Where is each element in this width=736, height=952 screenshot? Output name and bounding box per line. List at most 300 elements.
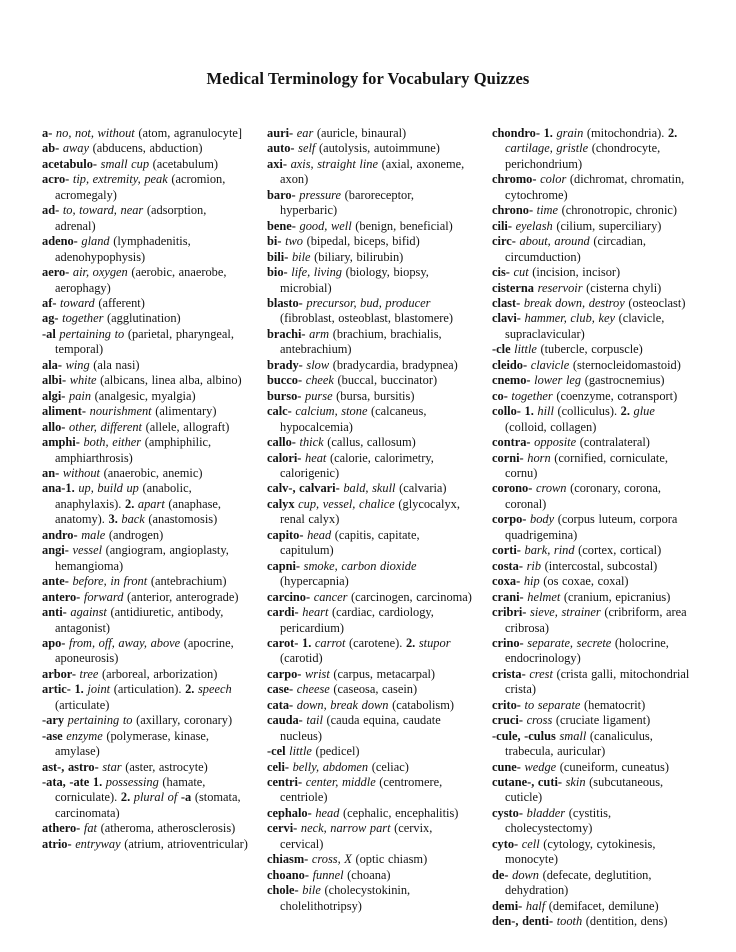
example-text: (coronary, corona, coronal) <box>505 481 661 511</box>
meaning-text: half <box>525 898 549 913</box>
term-entry <box>492 868 698 899</box>
example-text: (amphiphilic, amphiarthrosis) <box>55 435 212 465</box>
term-entry <box>42 837 248 852</box>
term-text: chiasm- <box>267 852 312 867</box>
term-text: adeno- <box>42 234 82 249</box>
term-text: 2. <box>405 635 419 650</box>
term-text: allo- <box>42 419 69 434</box>
term-entry <box>42 590 248 605</box>
term-entry <box>492 404 698 435</box>
term-entry <box>267 775 473 806</box>
term-entry <box>42 775 248 821</box>
meaning-text: tail <box>306 713 327 728</box>
term-entry <box>492 760 698 775</box>
example-text: (clavicle, supraclavicular) <box>505 311 665 341</box>
term-entry <box>267 265 473 296</box>
example-text: (crista galli, mitochondrial crista) <box>505 666 690 697</box>
example-text: (tubercle, corpuscle) <box>540 342 643 357</box>
example-text: (biliary, bilirubin) <box>314 249 404 264</box>
example-text: (holocrine, endocrinology) <box>505 635 669 666</box>
term-entry <box>42 574 248 589</box>
term-text: cribri- <box>492 605 530 620</box>
example-text: (cauda equina, caudate nucleus) <box>280 713 441 743</box>
meaning-text: time <box>536 203 562 218</box>
term-text: crito- <box>492 697 525 712</box>
term-entry <box>492 775 698 806</box>
example-text: (cuneiform, cuneatus) <box>559 759 669 774</box>
example-text: (brachium, brachialis, antebrachium) <box>280 326 442 357</box>
meaning-text: possessing <box>105 775 163 790</box>
meaning-text: color <box>540 172 570 187</box>
meaning-text: nourishment <box>89 404 156 419</box>
example-text: (bipedal, biceps, bifid) <box>306 234 420 249</box>
term-entry <box>42 389 248 404</box>
term-text: blasto- <box>267 295 307 310</box>
meaning-text: wrist <box>305 666 334 681</box>
term-text: callo- <box>267 435 300 450</box>
term-text: -ase <box>42 728 67 743</box>
meaning-text: together <box>62 311 108 326</box>
term-text: chrono- <box>492 203 537 218</box>
example-text: (calvaria) <box>399 481 447 496</box>
term-text: cutane-, cuti- <box>492 775 566 790</box>
meaning-text: thick <box>299 435 328 450</box>
example-text: (cholecystokinin, cholelithotripsy) <box>280 883 411 913</box>
term-text: bucco- <box>267 373 306 388</box>
example-text: (colliculus). <box>557 404 621 419</box>
term-text: calv-, calvari- <box>267 481 344 496</box>
meaning-text: speech <box>197 682 232 697</box>
example-text: (canaliculus, trabecula, auricular) <box>505 728 653 759</box>
meaning-text: no, not, without <box>55 126 139 140</box>
example-text: (anaphase, anatomy). <box>55 496 221 527</box>
example-text: (carpus, metacarpal) <box>333 666 436 681</box>
example-text: (bursa, bursitis) <box>336 388 415 403</box>
term-entry <box>492 311 698 342</box>
example-text: (lymphadenitis, adenohypophysis) <box>55 234 191 264</box>
term-entry <box>267 141 473 156</box>
meaning-text: axis, straight line <box>290 156 382 171</box>
example-text: (anastomosis) <box>148 512 218 527</box>
term-text: angi- <box>42 543 73 558</box>
term-entry <box>492 713 698 728</box>
term-entry <box>492 590 698 605</box>
term-text: artic- 1. <box>42 682 88 697</box>
term-text: cune- <box>492 759 525 774</box>
meaning-text: fat <box>83 821 101 836</box>
example-text: (cornified, corniculate, cornu) <box>505 450 668 480</box>
example-text: (calorie, calorimetry, calorigenic) <box>280 450 434 480</box>
meaning-text: cartilage, gristle <box>505 141 592 156</box>
example-text: (cruciate ligament) <box>555 713 651 728</box>
example-text: (polymerase, kinase, amylase) <box>55 728 209 759</box>
meaning-text: away <box>62 141 93 156</box>
meaning-text: without <box>62 465 104 480</box>
term-text: chondro- 1. <box>492 126 557 140</box>
example-text: (baroreceptor, hyperbaric) <box>280 187 414 218</box>
example-text: (hamate, corniculate). <box>55 775 206 805</box>
term-text: ad- <box>42 203 63 218</box>
term-entry <box>492 636 698 667</box>
term-entry <box>267 250 473 265</box>
term-text: cili- <box>492 218 516 233</box>
term-text: crista- <box>492 666 530 681</box>
meaning-text: crown <box>535 481 571 496</box>
term-entry <box>42 466 248 481</box>
meaning-text: small cup <box>100 156 153 171</box>
meaning-text: bile <box>291 249 315 264</box>
example-text: (demifacet, demilune) <box>548 898 659 913</box>
term-text: calori- <box>267 450 305 465</box>
term-text: bili- <box>267 249 292 264</box>
term-entry <box>492 574 698 589</box>
example-text: (angiogram, angioplasty, hemangioma) <box>55 543 229 573</box>
meaning-text: sieve, strainer <box>530 605 605 620</box>
term-text: coxa- <box>492 574 524 589</box>
term-text: atrio- <box>42 836 76 851</box>
meaning-text: together <box>511 388 557 403</box>
example-text: (acetabulum) <box>152 156 218 171</box>
term-entry <box>42 713 248 728</box>
meaning-text: ear <box>296 126 317 140</box>
term-text: carot- 1. <box>267 635 315 650</box>
meaning-text: down <box>512 867 543 882</box>
meaning-text: vessel <box>72 543 106 558</box>
term-entry <box>42 667 248 682</box>
term-text: chole- <box>267 883 303 898</box>
example-text: (contralateral) <box>579 435 650 450</box>
meaning-text: entryway <box>75 836 125 851</box>
term-text: arbor- <box>42 666 80 681</box>
term-entry <box>42 404 248 419</box>
meaning-text: calcium, stone <box>295 404 372 419</box>
meaning-text: heat <box>305 450 330 465</box>
meaning-text: up, build up <box>78 481 143 496</box>
meaning-text: arm <box>309 326 333 341</box>
term-entry <box>492 234 698 265</box>
term-entry <box>267 760 473 775</box>
example-text: (benign, beneficial) <box>355 218 453 233</box>
term-text: -cule, -culus <box>492 728 560 743</box>
meaning-text: down, break down <box>296 697 393 712</box>
term-text: 3. <box>108 512 122 527</box>
term-entry <box>492 172 698 203</box>
term-entry <box>267 528 473 559</box>
term-entry <box>42 234 248 265</box>
example-text: (anaerobic, anemic) <box>103 465 203 480</box>
example-text: (axillary, coronary) <box>136 713 233 728</box>
example-text: (acromion, acromegaly) <box>55 172 226 202</box>
example-text: (optic chiasm) <box>355 852 428 867</box>
meaning-text: stupor <box>418 635 451 650</box>
example-text: (arboreal, arborization) <box>101 666 218 681</box>
term-text: den-, denti- <box>492 914 557 929</box>
example-text: (cribriform, area cribrosa) <box>505 605 687 635</box>
term-entry <box>492 806 698 837</box>
term-text: corti- <box>492 543 525 558</box>
example-text: (articulate) <box>55 697 110 712</box>
meaning-text: self <box>298 141 319 156</box>
term-text: cervi- <box>267 821 301 836</box>
term-entry <box>267 234 473 249</box>
meaning-text: head <box>315 805 344 820</box>
meaning-text: against <box>70 605 111 620</box>
meaning-text: cheek <box>305 373 338 388</box>
term-entry <box>492 899 698 914</box>
example-text: (capitis, capitate, capitulum) <box>280 527 420 558</box>
example-text: (cytology, cytokinesis, monocyte) <box>505 836 656 867</box>
meaning-text: heart <box>302 605 333 620</box>
term-entry <box>267 698 473 713</box>
example-text: (agglutination) <box>107 311 181 326</box>
meaning-text: rib <box>526 558 545 573</box>
term-text: choano- <box>267 867 313 882</box>
example-text: (chronotropic, chronic) <box>561 203 678 218</box>
term-entry <box>42 760 248 775</box>
example-text: (cilium, superciliary) <box>556 218 662 233</box>
term-entry <box>267 358 473 373</box>
example-text: (osteoclast) <box>628 295 686 310</box>
example-text: (atheroma, atherosclerosis) <box>100 821 236 836</box>
term-entry <box>42 821 248 836</box>
term-text: amphi- <box>42 435 84 450</box>
meaning-text: skin <box>565 775 590 790</box>
term-entry <box>42 141 248 156</box>
example-text: (pedicel) <box>315 744 360 759</box>
meaning-text: cell <box>521 836 544 851</box>
meaning-text: hill <box>537 404 558 419</box>
meaning-text: pain <box>69 388 95 403</box>
term-entry <box>492 667 698 698</box>
example-text: (circadian, circumduction) <box>505 234 646 264</box>
term-text: -ary <box>42 713 68 728</box>
example-text: (androgen) <box>108 527 164 542</box>
term-text: a- <box>42 126 56 140</box>
example-text: (aerobic, anaerobe, aerophagy) <box>55 265 227 295</box>
term-entry <box>267 744 473 759</box>
term-text: 2. <box>667 126 678 140</box>
term-entry <box>42 543 248 574</box>
example-text: (apocrine, aponeurosis) <box>55 635 234 666</box>
example-text: (ala nasi) <box>93 357 140 372</box>
term-text: cisterna <box>492 280 538 295</box>
example-text: (centromere, centriole) <box>280 775 443 805</box>
example-text: (corpus luteum, corpora quadrigemina) <box>505 512 678 542</box>
meaning-text: little <box>289 744 316 759</box>
page-title: Medical Terminology for Vocabulary Quizzes <box>206 69 530 88</box>
example-text: (allele, allograft) <box>145 419 230 434</box>
term-entry <box>42 636 248 667</box>
term-text: apo- <box>42 635 70 650</box>
example-text: (stomata, carcinomata) <box>55 790 241 820</box>
term-text: ante- <box>42 574 73 589</box>
term-entry <box>42 729 248 760</box>
meaning-text: air, oxygen <box>72 265 132 280</box>
meaning-text: before, in front <box>72 574 151 589</box>
term-text: an- <box>42 465 63 480</box>
example-text: (mitochondria). <box>586 126 668 140</box>
term-entry <box>492 512 698 543</box>
example-text: (hypercapnia) <box>280 574 349 589</box>
meaning-text: clavicle <box>530 357 573 372</box>
term-text: cyto- <box>492 836 522 851</box>
term-text: cnemo- <box>492 373 535 388</box>
example-text: (atom, agranulocyte] <box>138 126 243 140</box>
term-text: auto- <box>267 141 299 156</box>
example-text: (defecate, deglutition, dehydration) <box>505 867 652 898</box>
term-entry <box>267 682 473 697</box>
term-text: aero- <box>42 265 73 280</box>
meaning-text: from, off, away, above <box>69 635 184 650</box>
term-text: costa- <box>492 558 527 573</box>
meaning-text: cut <box>513 265 533 280</box>
example-text: (biology, biopsy, microbial) <box>280 265 429 295</box>
example-text: (abducens, abduction) <box>92 141 203 156</box>
meaning-text: bald, skull <box>343 481 400 496</box>
term-entry <box>267 590 473 605</box>
term-text: carcino- <box>267 589 314 604</box>
meaning-text: eyelash <box>515 218 557 233</box>
term-entry <box>267 559 473 590</box>
term-entry <box>267 157 473 188</box>
meaning-text: about, around <box>519 234 594 249</box>
meaning-text: carrot <box>314 635 350 650</box>
term-text: auri- <box>267 126 297 140</box>
example-text: (analgesic, myalgia) <box>94 388 196 403</box>
example-text: (dichromat, chromatin, cytochrome) <box>505 172 685 202</box>
example-text: (cortex, cortical) <box>578 543 662 558</box>
term-text: 2. <box>185 682 198 697</box>
term-entry <box>492 126 698 172</box>
term-text: algi- <box>42 388 69 403</box>
meaning-text: belly, abdomen <box>292 759 372 774</box>
meaning-text: white <box>69 373 101 388</box>
example-text: (chondrocyte, perichondrium) <box>505 141 661 171</box>
term-entry <box>492 203 698 218</box>
meaning-text: purse <box>305 388 337 403</box>
meaning-text: life, living <box>291 265 346 280</box>
example-text: (carotene). <box>349 635 406 650</box>
term-text: antero- <box>42 589 84 604</box>
meaning-text: plural of <box>133 790 181 805</box>
term-entry <box>492 837 698 868</box>
meaning-text: small <box>559 728 590 743</box>
term-text: case- <box>267 682 297 697</box>
term-text: contra- <box>492 435 535 450</box>
example-text: (cisterna chyli) <box>586 280 662 295</box>
term-text: demi- <box>492 898 526 913</box>
term-entry <box>267 852 473 867</box>
term-text: co- <box>492 388 512 403</box>
example-text: (cephalic, encephalitis) <box>343 805 459 820</box>
term-text: albi- <box>42 373 70 388</box>
term-text: -cel <box>267 744 290 759</box>
term-entry <box>42 296 248 311</box>
term-column-2 <box>267 126 473 930</box>
term-text: corpo- <box>492 512 531 527</box>
example-text: (celiac) <box>371 759 409 774</box>
term-entry <box>42 373 248 388</box>
term-entry <box>267 883 473 914</box>
term-entry <box>492 342 698 357</box>
meaning-text: precursor, bud, producer <box>306 295 431 310</box>
term-text: andro- <box>42 527 82 542</box>
term-entry <box>267 821 473 852</box>
term-text: carpo- <box>267 666 306 681</box>
term-entry <box>267 481 473 496</box>
meaning-text: both, either <box>83 435 145 450</box>
meaning-text: pressure <box>299 187 345 202</box>
example-text: (autolysis, autoimmune) <box>318 141 440 156</box>
meaning-text: crest <box>529 666 557 681</box>
term-text: burso- <box>267 388 306 403</box>
term-entry <box>492 698 698 713</box>
term-text: baro- <box>267 187 300 202</box>
term-entry <box>42 420 248 435</box>
example-text: (incision, incisor) <box>532 265 621 280</box>
term-entry <box>267 713 473 744</box>
term-entry <box>267 451 473 482</box>
example-text: (adsorption, adrenal) <box>55 203 207 233</box>
term-text: crani- <box>492 589 528 604</box>
meaning-text: cross, X <box>311 852 356 867</box>
term-entry <box>492 435 698 450</box>
meaning-text: cancer <box>313 589 352 604</box>
term-text: cleido- <box>492 357 531 372</box>
meaning-text: to, toward, near <box>62 203 147 218</box>
term-text: cardi- <box>267 605 303 620</box>
meaning-text: cup, vessel, chalice <box>298 496 399 511</box>
example-text: (coenzyme, cotransport) <box>556 388 678 403</box>
term-text: -al <box>42 326 60 341</box>
term-text: cysto- <box>492 805 527 820</box>
meaning-text: smoke, carbon dioxide <box>303 558 417 573</box>
term-text: corni- <box>492 450 528 465</box>
meaning-text: to separate <box>524 697 585 712</box>
meaning-text: slow <box>306 357 333 372</box>
term-entry <box>42 605 248 636</box>
meaning-text: other, different <box>69 419 146 434</box>
term-text: bene- <box>267 218 300 233</box>
example-text: (caseosa, casein) <box>333 682 418 697</box>
meaning-text: bile <box>302 883 325 898</box>
term-text: collo- 1. <box>492 404 538 419</box>
example-text: (buccal, buccinator) <box>337 373 438 388</box>
example-text: (antebrachium) <box>150 574 227 589</box>
term-entry <box>267 435 473 450</box>
term-text: acetabulo- <box>42 156 101 171</box>
term-entry <box>492 389 698 404</box>
meaning-text: tree <box>79 666 102 681</box>
meaning-text: reservoir <box>537 280 587 295</box>
example-text: (carcinogen, carcinoma) <box>351 589 472 604</box>
term-entry <box>267 188 473 219</box>
example-text: (choana) <box>347 867 391 882</box>
example-text: (subcutaneous, cuticle) <box>505 775 664 805</box>
term-entry <box>42 311 248 326</box>
term-entry <box>492 914 698 929</box>
term-text: cruci- <box>492 713 527 728</box>
meaning-text: toward <box>60 295 99 310</box>
meaning-text: grain <box>556 126 587 140</box>
term-entry <box>42 172 248 203</box>
meaning-text: horn <box>527 450 555 465</box>
term-entry <box>267 373 473 388</box>
example-text: (dentition, dens) <box>585 914 668 929</box>
term-entry <box>267 667 473 682</box>
term-text: ala- <box>42 357 66 372</box>
example-text: (gastrocnemius) <box>584 373 665 388</box>
